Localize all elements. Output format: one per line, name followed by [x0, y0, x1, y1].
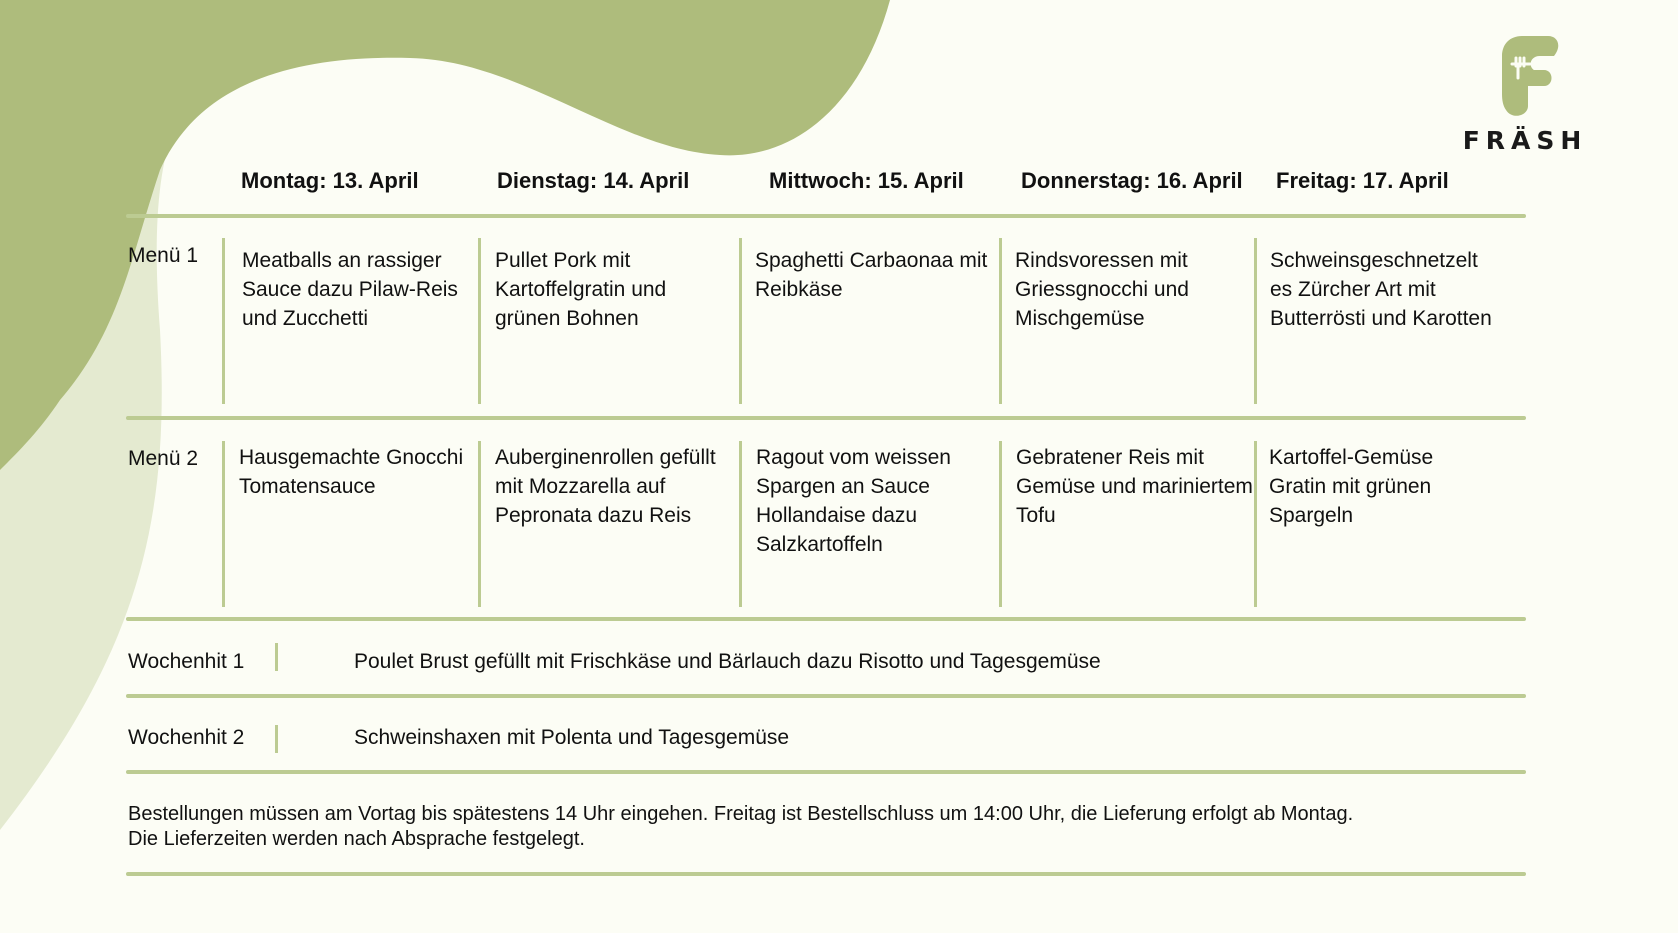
menu1-friday: Schweinsgeschnetzelt es Zürcher Art mit Butterrösti und Karotten: [1270, 249, 1492, 330]
divider: [126, 694, 1526, 698]
column-divider: [275, 643, 278, 671]
brand-logo: [1460, 34, 1590, 164]
divider: [126, 617, 1526, 621]
divider: [126, 416, 1526, 420]
day-header-wednesday: Mittwoch: 15. April: [769, 168, 964, 193]
menu2-thursday: Gebratener Reis mit Gemüse und mariniertem Tofu: [1016, 446, 1253, 527]
brand-name: FRÄSH: [1462, 126, 1588, 155]
menu2-tuesday: Auberginenrollen gefüllt mit Mozzarella auf Pepronata dazu Reis: [495, 446, 716, 527]
menu1-wednesday: Spaghetti Carbaonaa mit Reibkäse: [755, 249, 988, 301]
day-header-monday: Montag: 13. April: [241, 168, 419, 193]
menu2-wednesday: Ragout vom weissen Spargen an Sauce Hollandaise dazu Salzkartoffeln: [756, 446, 951, 556]
column-divider: [222, 238, 225, 404]
menu2-label: Menü 2: [128, 447, 199, 470]
menu2-friday: Kartoffel-Gemüse Gratin mit grünen Spargeln: [1269, 446, 1434, 527]
column-divider: [739, 238, 742, 404]
divider: [126, 872, 1526, 876]
menu1-monday: Meatballs an rassiger Sauce dazu Pilaw-Reis und Zucchetti: [242, 249, 458, 330]
wochenhit1-text: Poulet Brust gefüllt mit Frischkäse und Bärlauch dazu Risotto und Tagesgemüse: [354, 650, 1101, 673]
menu1-thursday: Rindsvoressen mit Griessgnocchi und Mischgemüse: [1015, 249, 1189, 330]
column-divider: [999, 238, 1002, 404]
day-header-friday: Freitag: 17. April: [1276, 168, 1449, 193]
fork-f-icon: [1460, 34, 1590, 124]
wochenhit1-label: Wochenhit 1: [128, 650, 245, 673]
wochenhit2-label: Wochenhit 2: [128, 726, 245, 749]
day-header-thursday: Donnerstag: 16. April: [1021, 168, 1243, 193]
menu1-tuesday: Pullet Pork mit Kartoffelgratin und grünen Bohnen: [495, 249, 667, 330]
menu2-monday: Hausgemachte Gnocchi Tomatensauce: [239, 446, 464, 498]
order-note-line2: Die Lieferzeiten werden nach Absprache festgelegt.: [128, 828, 585, 850]
order-note: [128, 802, 1548, 852]
column-divider: [739, 441, 742, 607]
column-divider: [999, 441, 1002, 607]
column-divider: [275, 725, 278, 753]
wochenhit2-text: Schweinshaxen mit Polenta und Tagesgemüse: [354, 726, 790, 749]
column-divider: [222, 441, 225, 607]
divider: [126, 770, 1526, 774]
order-note-line1: Bestellungen müssen am Vortag bis spätestens 14 Uhr eingehen. Freitag ist Bestellschluss um 14:00 Uhr, die Lieferung erfolgt ab Montag.: [128, 803, 1354, 825]
divider: [126, 214, 1526, 218]
day-header-tuesday: Dienstag: 14. April: [497, 168, 690, 193]
menu1-label: Menü 1: [128, 244, 199, 267]
